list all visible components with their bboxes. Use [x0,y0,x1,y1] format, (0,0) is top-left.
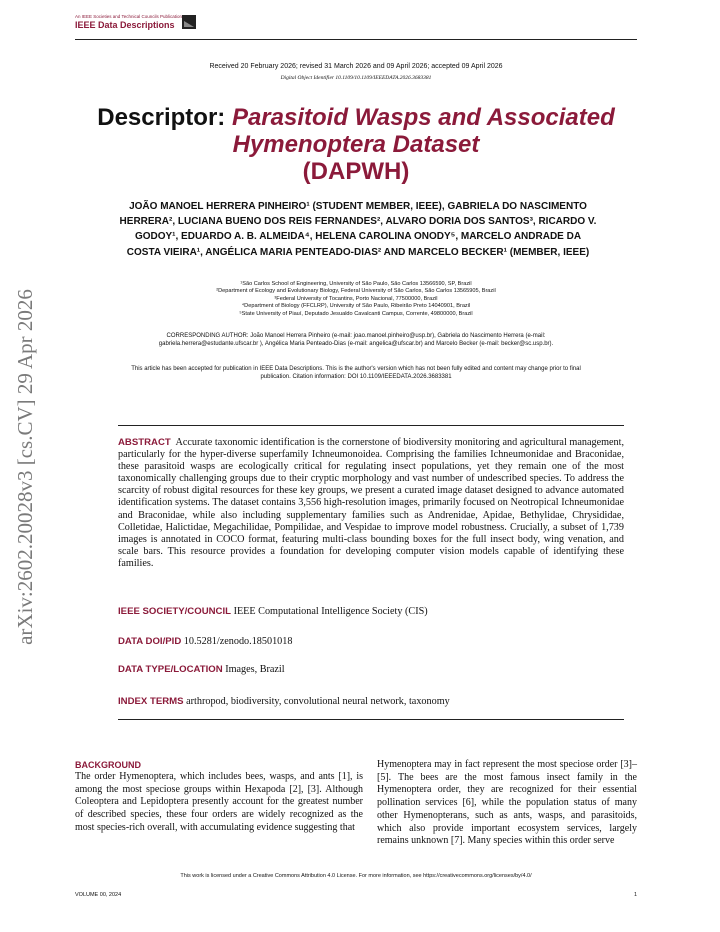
data-type-field [118,664,624,675]
body-column-left: The order Hymenoptera, which includes bees, wasps, and ants [1], is among the most speciose groups within Hexapoda [2], [3]. Although Coleoptera and Lepidoptera presently account for the greatest number of described species, these four orders are widely recognized as the most species-rich overall, with accumulating evidence suggesting that [75,771,363,833]
affiliation: ²Department of Ecology and Evolutionary Biology, Federal University of São Carlos, São Carlos 13565905, Brazil [216,288,496,295]
affiliation: ¹São Carlos School of Engineering, University of São Paulo, São Carlos 13566590, SP, Brazil [240,281,472,287]
abstract-top-divider [118,425,624,426]
field-value: IEEE Computational Intelligence Society (CIS) [233,606,428,617]
license-notice: This work is licensed under a Creative Commons Attribution 4.0 License. For more information, see https://creativecommons.org/licenses/by/4.0/ [180,873,532,879]
title-prefix: Descriptor: [97,104,232,131]
index-terms-field [118,696,624,707]
affiliation: ⁵State University of Piauí, Deputado Jesualdo Cavalcanti Campus, Corrente, 49800000, Brazil [239,310,473,317]
society-field [118,606,624,617]
affiliation: ⁴Department of Biology (FFCLRP), University of São Paulo, Ribeirão Preto 14040901, Brazil [241,303,471,310]
affiliation: ³Federal University of Tocantins, Porto Nacional, 77500000, Brazil [274,295,438,302]
author-list: JOÃO MANOEL HERRERA PINHEIRO¹ (STUDENT MEMBER, IEEE), GABRIELA DO NASCIMENTO HERRERA², LUCIANA BUENO DOS REIS FERNANDES², ALVARO DORIA DOS SANTOS³, RICARDO V. GODOY¹, EDUARDO A. B. ALMEIDA⁴, HELENA CAROLINA ONODY⁵, MARCELO ANDRADE DA COSTA VIEIRA¹, ANGÉLICA MARIA PENTEADO-DIAS² AND MARCELO BECKER¹ (MEMBER, IEEE) [119,201,597,258]
publication-notice: This article has been accepted for publication in IEEE Data Descriptions. This is the author's version which has not been fully edited and content may change prior to final publication. Citation information: DOI 10.1109/IEEEDATA.2026.3683381 [131,366,581,380]
body-column-right: Hymenoptera may in fact represent the most speciose order [3]–[5]. The bees are the most famous insect family in the Hymenoptera order, they are recognized for their essential pollination services [6], while the population status of many other Hymenopterans, such as ants, wasps, and parasitoids, which also provide important ecosystem services, largely remains unknown [7]. Many species within this order serve [377,759,637,847]
doi-field [118,636,624,647]
journal-name: IEEE Data Descriptions [75,20,175,30]
title-italic: Parasitoid Wasps and Associated Hymenoptera Dataset [231,104,615,158]
page-number: 1 [633,892,637,898]
field-label: INDEX TERMS [118,696,184,707]
doi-identifier: Digital Object Identifier 10.1109/10.1109/IEEEDATA.2026.3683381 [280,75,432,81]
publication-series-label: An IEEE Societies and Technical Councils Publication [75,14,182,19]
field-value: Images, Brazil [225,664,285,675]
header-divider [75,39,637,40]
corresponding-author: CORRESPONDING AUTHOR: João Manoel Herrera Pinheiro (e-mail: joao.manoel.pinheiro@usp.br), Gabriela do Nascimento Herrera (e-mail: gabriela.herrera@estudante.ufscar.br ), Angélica Maria Penteado-Dias (e-mail: angelica@ufscar.br) and Marcelo Becker (e-mail: becker@sc.usp.br). [158,333,554,347]
title-acronym: (DAPWH) [302,158,410,185]
journal-logo-icon [182,15,196,29]
volume-label: VOLUME 00, 2024 [75,892,122,898]
field-value: 10.5281/zenodo.18501018 [183,636,293,647]
abstract [118,437,624,570]
affiliations [75,281,637,318]
field-value: arthropod, biodiversity, convolutional neural network, taxonomy [186,696,450,707]
abstract-text: Accurate taxonomic identification is the cornerstone of biodiversity monitoring and agricultural management, particularly for the hyper-diverse superfamily Ichneumonoidea. Comprising the families Ichneumonidae and Braconidae, these parasitoid wasps are ecologically critical for regulating insect populations, yet they remain one of the most taxonomically challenging groups due to their cryptic morphology and vast number of undescribed species. To address the scarcity of robust digital resources for these key groups, we present a curated image dataset designed to advance automated identification systems. The dataset contains 3,556 high-resolution images, primarily focused on Neotropical Ichneumonidae and Braconidae, while also including supplementary families such as Andrenidae, Apidae, Bethylidae, Chrysididae, Colletidae, Halictidae, Megachilidae, Pompilidae, and Vespidae to improve model robustness. Crucially, a subset of 1,739 images is annotated in COCO format, featuring multi-class bounding boxes for the full insect body, wing venation, and scale bars. This resource provides a foundation for developing computer vision models capable of identifying these families. [118,437,625,569]
field-label: DATA TYPE/LOCATION [118,664,223,675]
paper-title [75,104,637,185]
abstract-bottom-divider [118,719,624,720]
field-label: IEEE SOCIETY/COUNCIL [118,606,232,617]
arxiv-stamp: arXiv:2602.20028v3 [cs.CV] 29 Apr 2026 [13,289,37,645]
section-heading: BACKGROUND [75,760,141,770]
field-label: DATA DOI/PID [118,636,182,647]
received-dates: Received 20 February 2026; revised 31 March 2026 and 09 April 2026; accepted 09 April 2026 [209,63,503,70]
abstract-label: ABSTRACT [118,437,171,448]
